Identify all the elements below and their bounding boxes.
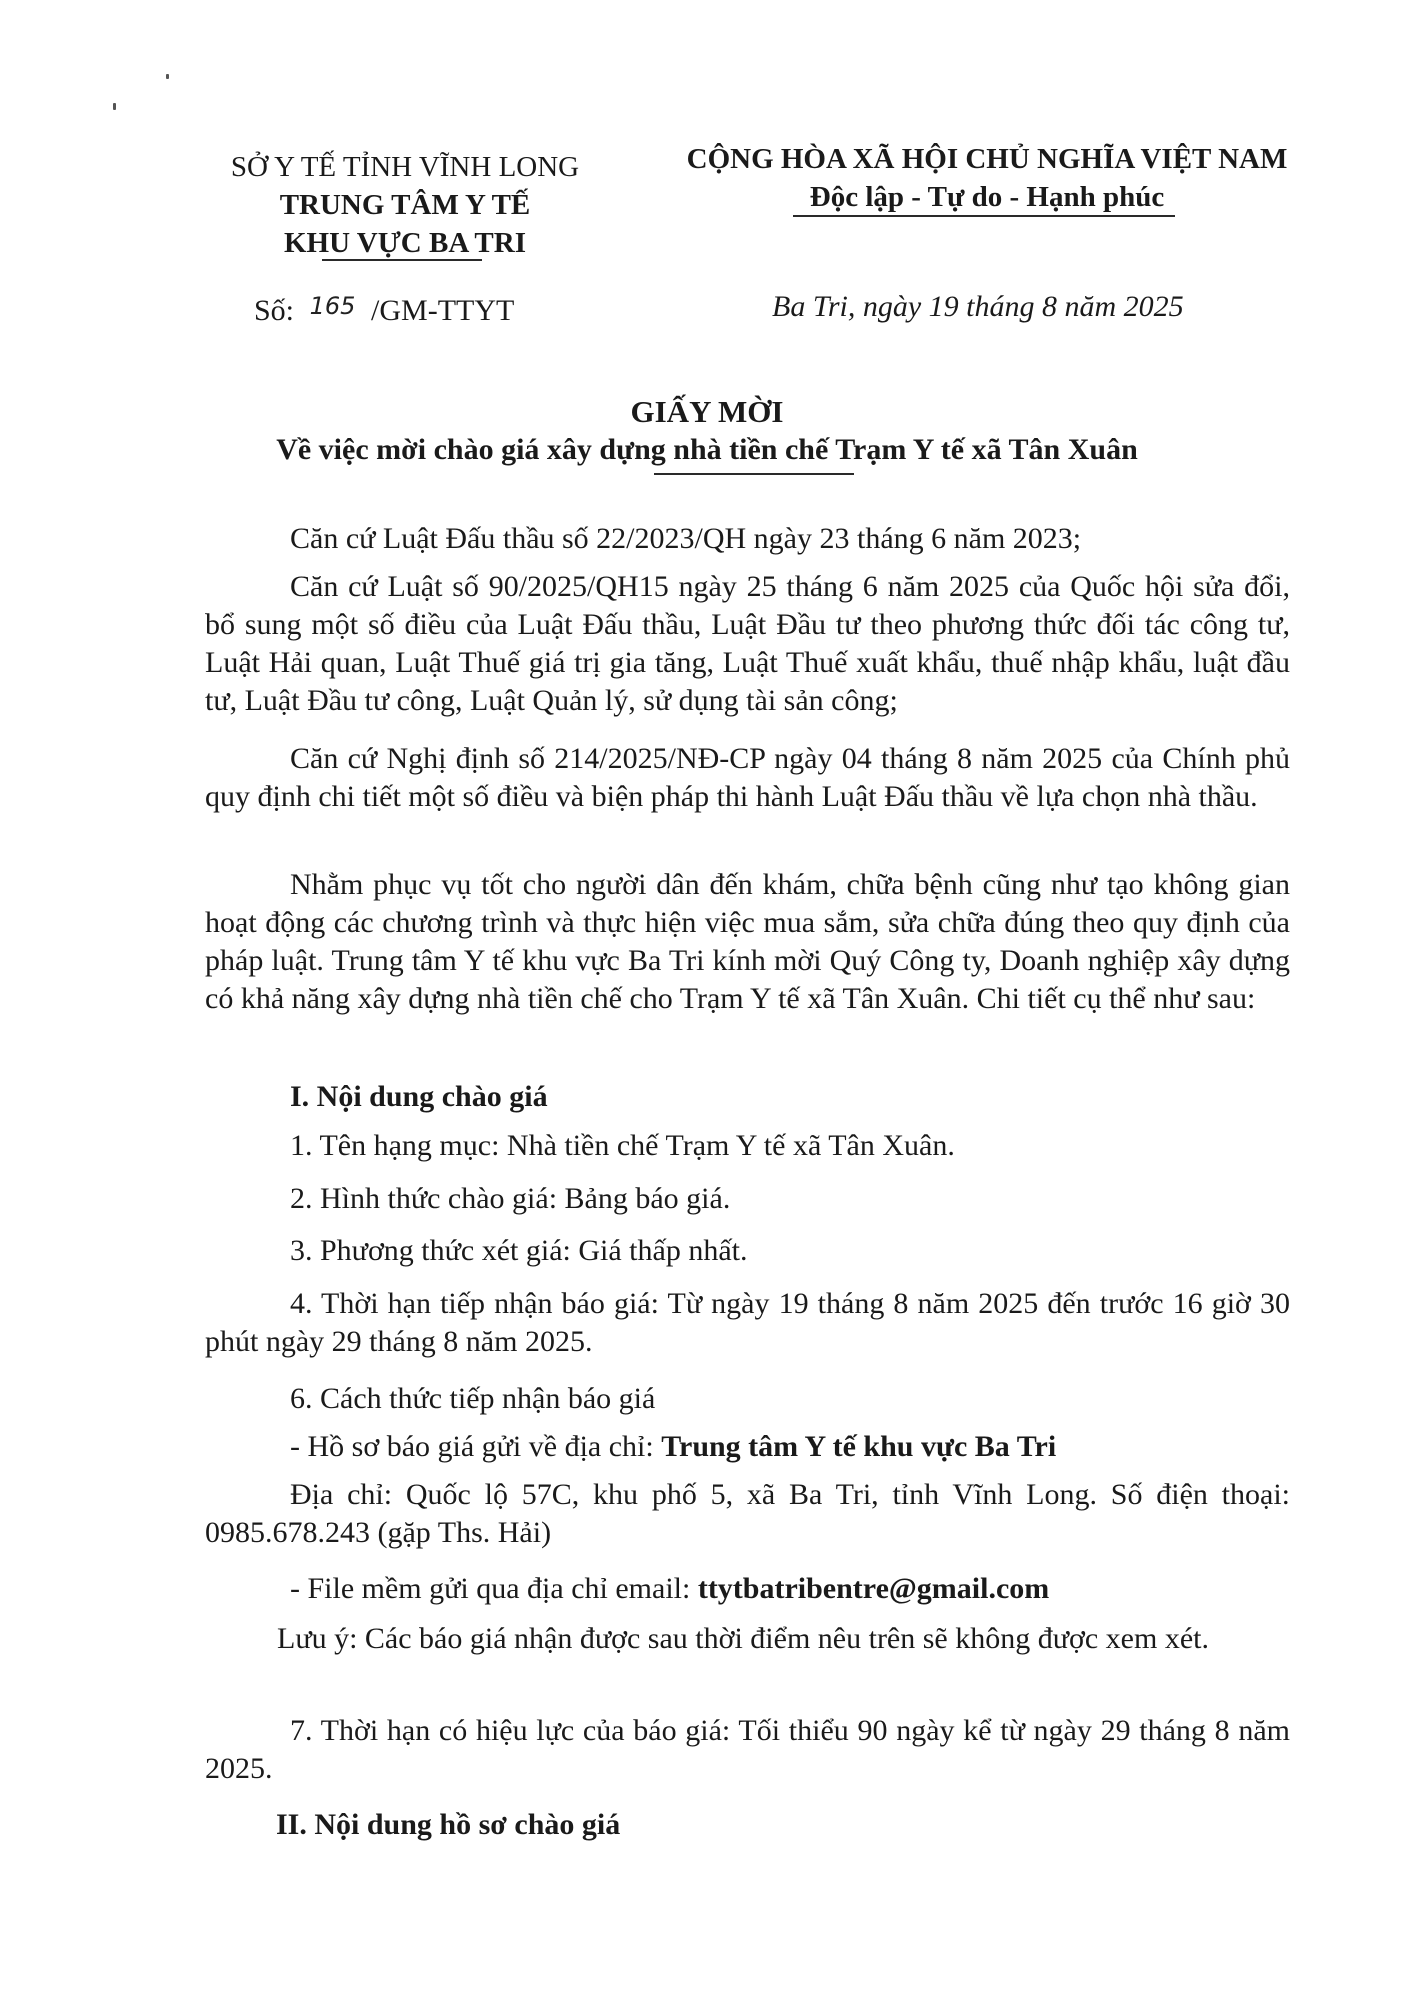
item-1: 1. Tên hạng mục: Nhà tiền chế Trạm Y tế xã Tân Xuân. [290,1129,955,1162]
legal-basis-3: Căn cứ Nghị định số 214/2025/NĐ-CP ngày 04 tháng 8 năm 2025 của Chính phủ quy định chi tiết một số điều và biện pháp thi hành Luật Đấu thầu về lựa chọn nhà thầu. [205,742,1290,813]
email-label: - File mềm gửi qua địa chỉ email: [290,1572,698,1605]
issuer-area: KHU VỰC BA TRI [284,227,526,259]
item-7: 7. Thời hạn có hiệu lực của báo giá: Tối thiểu 90 ngày kể từ ngày 29 tháng 8 năm 2025. [205,1714,1290,1785]
submission-address-line [290,1428,1056,1466]
handwritten-number: 165 [309,292,356,320]
document-subject: Về việc mời chào giá xây dựng nhà tiền chế Trạm Y tế xã Tân Xuân [276,433,1138,466]
number-label: Số: [254,294,295,327]
issuer-underline [322,259,482,261]
issuer-center: TRUNG TÂM Y TẾ [279,189,531,221]
note-paragraph: Lưu ý: Các báo giá nhận được sau thời điểm nêu trên sẽ không được xem xét. [277,1622,1209,1655]
scan-mark [166,74,169,79]
nation-title: CỘNG HÒA XÃ HỘI CHỦ NGHĨA VIỆT NAM [686,143,1288,175]
item-2: 2. Hình thức chào giá: Bảng báo giá. [290,1182,731,1215]
document-title: GIẤY MỜI [630,394,784,429]
item-6: 6. Cách thức tiếp nhận báo giá [290,1382,656,1415]
document-date: Ba Tri, ngày 19 tháng 8 năm 2025 [772,290,1184,323]
section-1-heading: I. Nội dung chào giá [290,1080,548,1113]
nation-motto: Độc lập - Tự do - Hạnh phúc [809,181,1165,213]
number-suffix: /GM-TTYT [371,294,515,327]
submission-recipient: Trung tâm Y tế khu vực Ba Tri [661,1430,1057,1463]
invitation-paragraph: Nhằm phục vụ tốt cho người dân đến khám, chữa bệnh cũng như tạo không gian hoạt động các chương trình và thực hiện việc mua sắm, sửa chữa đúng theo quy định của pháp luật. Trung tâm Y tế khu vực Ba Tri kính mời Quý Công ty, Doanh nghiệp xây dựng có khả năng xây dựng nhà tiền chế cho Trạm Y tế xã Tân Xuân. Chi tiết cụ thể như sau: [205,868,1290,1015]
item-4: 4. Thời hạn tiếp nhận báo giá: Từ ngày 19 tháng 8 năm 2025 đến trước 16 giờ 30 phút ngày 29 tháng 8 năm 2025. [205,1287,1290,1358]
email-line [290,1570,1049,1608]
email-address: ttytbatribentre@gmail.com [697,1572,1050,1605]
subject-underline [654,473,854,475]
scan-mark [113,103,116,110]
submission-address-label: - Hồ sơ báo giá gửi về địa chỉ: [290,1430,662,1463]
legal-basis-1: Căn cứ Luật Đấu thầu số 22/2023/QH ngày 23 tháng 6 năm 2023; [290,522,1082,555]
motto-underline [793,215,1175,217]
legal-basis-2: Căn cứ Luật số 90/2025/QH15 ngày 25 tháng 6 năm 2025 của Quốc hội sửa đổi, bổ sung một số điều của Luật Đấu thầu, Luật Đầu tư theo phương thức đối tác công tư, Luật Hải quan, Luật Thuế giá trị gia tăng, Luật Thuế xuất khẩu, thuế nhập khẩu, luật đầu tư, Luật Đầu tư công, Luật Quản lý, sử dụng tài sản công; [205,570,1290,717]
item-3: 3. Phương thức xét giá: Giá thấp nhất. [290,1234,748,1267]
section-2-heading: II. Nội dung hồ sơ chào giá [276,1808,621,1841]
issuer-department: SỞ Y TẾ TỈNH VĨNH LONG [230,151,580,183]
document-number [254,292,514,331]
contact-address: Địa chỉ: Quốc lộ 57C, khu phố 5, xã Ba Tri, tỉnh Vĩnh Long. Số điện thoại: 0985.678.243 (gặp Ths. Hải) [205,1478,1290,1549]
